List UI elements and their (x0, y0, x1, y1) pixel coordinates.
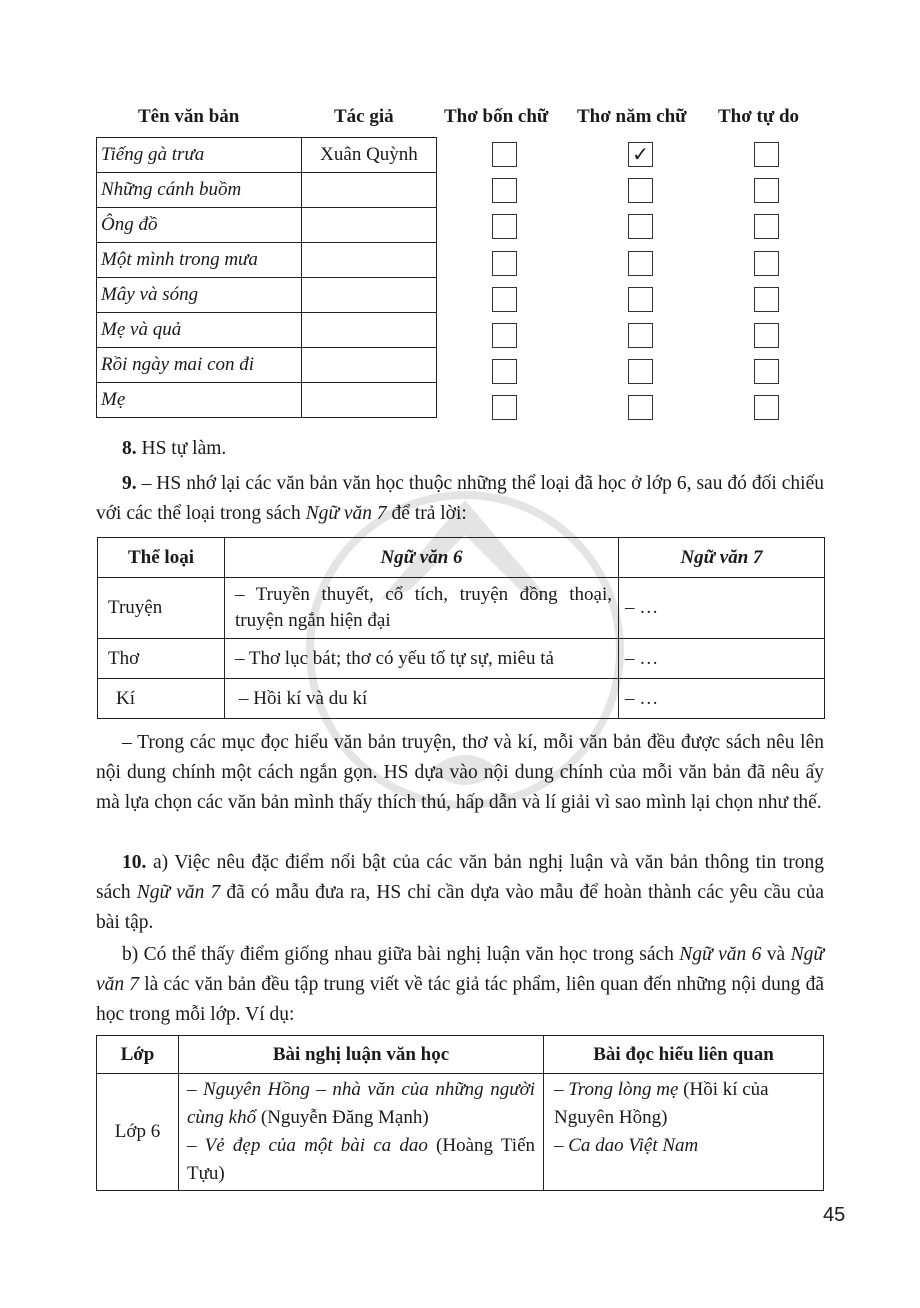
item-text: và (761, 944, 791, 965)
item-text: HS tự làm. (141, 438, 227, 459)
poem-form-checkbox[interactable] (754, 142, 779, 167)
item-10a-paragraph (96, 848, 824, 938)
table-row (97, 313, 437, 348)
header-grade: Lớp (97, 1036, 179, 1074)
poem-form-checkbox[interactable] (492, 214, 517, 239)
poem-author (302, 173, 437, 208)
poem-form-checkbox[interactable] (628, 287, 653, 312)
nv7-cell: – … (619, 578, 825, 639)
poem-form-checkbox[interactable]: ✓ (628, 142, 653, 167)
book-title: Ngữ văn 7 (136, 882, 221, 903)
nv7-cell: – … (619, 679, 825, 719)
poem-form-checkbox[interactable] (492, 178, 517, 203)
genre-cell: Truyện (98, 578, 225, 639)
reading-title: – Ca dao Việt Nam (554, 1135, 699, 1156)
poem-title: Một mình trong mưa (97, 243, 302, 278)
item-number: 10. (122, 852, 147, 873)
poem-form-checkbox[interactable] (492, 251, 517, 276)
grade-cell: Lớp 6 (97, 1074, 179, 1191)
poem-form-checkbox[interactable] (628, 323, 653, 348)
header-reading: Bài đọc hiểu liên quan (544, 1036, 824, 1074)
poem-author: Xuân Quỳnh (302, 138, 437, 173)
item-number: 8. (122, 438, 137, 459)
essay-author: (Hoàng Tiến Tựu) (187, 1135, 535, 1184)
item-9-explanation: – Trong các mục đọc hiểu văn bản truyện, thơ và kí, mỗi văn bản đều được sách nêu lên nội dung chính một cách ngắn gọn. HS dựa vào nội dung chính của mỗi văn bản đã nêu ấy mà lựa chọn các văn bản mình thấy thích thú, hấp dẫn và lí giải vì sao mình lại chọn như thế. (96, 732, 824, 813)
poem-form-checkbox[interactable] (492, 323, 517, 348)
lesson-table (96, 1035, 824, 1191)
col-header-five-word: Thơ năm chữ (577, 106, 687, 127)
poem-table (96, 137, 437, 418)
poem-author (302, 278, 437, 313)
poem-form-checkbox[interactable] (754, 359, 779, 384)
table-row (97, 173, 437, 208)
table-row (97, 383, 437, 418)
table-header-row (98, 538, 825, 578)
item-text: để trả lời: (386, 503, 467, 524)
poem-form-checkbox[interactable] (628, 178, 653, 203)
header-nv6: Ngữ văn 6 (225, 538, 619, 578)
poem-form-checkbox[interactable] (628, 251, 653, 276)
col-header-author: Tác giả (334, 106, 394, 127)
poem-title: Mây và sóng (97, 278, 302, 313)
table-row (97, 138, 437, 173)
poem-title: Những cánh buồm (97, 173, 302, 208)
item-text: – HS nhớ lại các văn bản văn học thuộc những thể loại đã học ở lớp 6, sau đó đối chiếu với các thể loại trong sách (96, 473, 824, 524)
item-text: a) Việc nêu đặc điểm nổi bật của các văn bản nghị luận và văn bản thông tin trong sách (96, 852, 824, 903)
item-text: là các văn bản đều tập trung viết về tác giả tác phẩm, liên quan đến những nội dung đã học trong mỗi lớp. Ví dụ: (96, 974, 824, 1025)
poem-form-checkbox[interactable] (754, 178, 779, 203)
table-row (98, 639, 825, 679)
header-nv7: Ngữ văn 7 (619, 538, 825, 578)
poem-form-checkbox[interactable] (492, 359, 517, 384)
nv6-cell: – Truyền thuyết, cổ tích, truyện đồng thoại, truyện ngắn hiện đại (225, 578, 619, 639)
poem-title: Mẹ (97, 383, 302, 418)
poem-author (302, 348, 437, 383)
genre-table (97, 537, 825, 719)
essay-author: (Nguyễn Đăng Mạnh) (256, 1107, 429, 1128)
nv7-cell: – … (619, 639, 825, 679)
table-row (97, 278, 437, 313)
item-text: b) Có thể thấy điểm giống nhau giữa bài nghị luận văn học trong sách (122, 944, 680, 965)
poem-form-checkbox[interactable] (628, 395, 653, 420)
poem-title: Rồi ngày mai con đi (97, 348, 302, 383)
page-number: 45 (823, 1204, 846, 1226)
book-title: Ngữ văn 7 (96, 944, 825, 995)
col-header-four-word: Thơ bốn chữ (444, 106, 549, 127)
poem-form-checkbox[interactable] (754, 251, 779, 276)
poem-title: Tiếng gà trưa (97, 138, 302, 173)
poem-form-checkbox[interactable] (492, 287, 517, 312)
genre-cell: Kí (98, 679, 225, 719)
header-essay: Bài nghị luận văn học (179, 1036, 544, 1074)
essay-title: – Nguyên Hồng – nhà văn của những người cùng khổ (187, 1079, 535, 1128)
poem-author (302, 313, 437, 348)
reading-cell (544, 1074, 824, 1191)
poem-form-checkbox[interactable] (492, 395, 517, 420)
col-header-title: Tên văn bản (138, 106, 240, 127)
poem-form-checkbox[interactable] (754, 214, 779, 239)
poem-form-checkbox[interactable] (754, 323, 779, 348)
table-row (97, 243, 437, 278)
book-title: Ngữ văn 7 (305, 503, 387, 524)
essay-title: – Vẻ đẹp của một bài ca dao (187, 1135, 428, 1156)
poem-author (302, 208, 437, 243)
col-header-free-verse: Thơ tự do (718, 106, 800, 127)
table-row (97, 208, 437, 243)
item-9-paragraph (96, 469, 824, 529)
poem-form-checkbox[interactable] (754, 395, 779, 420)
item-text: đã có mẫu đưa ra, HS chỉ cần dựa vào mẫu để hoàn thành các yêu cầu của bài tập. (96, 882, 825, 933)
poem-form-checkbox[interactable] (754, 287, 779, 312)
poem-author (302, 383, 437, 418)
table-row (98, 578, 825, 639)
item-10b-paragraph (96, 940, 824, 1030)
poem-title: Mẹ và quả (97, 313, 302, 348)
table-row (97, 348, 437, 383)
item-number: 9. (122, 473, 137, 494)
poem-title: Ông đồ (97, 208, 302, 243)
table-row (97, 1074, 824, 1191)
reading-title: – Trong lòng mẹ (554, 1079, 679, 1100)
table-header-row (97, 1036, 824, 1074)
reading-note: (Hồi kí của Nguyên Hồng) (554, 1079, 769, 1128)
genre-cell: Thơ (98, 639, 225, 679)
nv6-cell: – Hồi kí và du kí (225, 679, 619, 719)
table-row (98, 679, 825, 719)
item-8 (122, 438, 226, 460)
nv6-cell: – Thơ lục bát; thơ có yếu tố tự sự, miêu tả (225, 639, 619, 679)
poem-form-checkbox[interactable] (492, 142, 517, 167)
book-title: Ngữ văn 6 (679, 944, 762, 965)
header-genre: Thể loại (98, 538, 225, 578)
poem-author (302, 243, 437, 278)
poem-form-checkbox[interactable] (628, 214, 653, 239)
essay-cell (179, 1074, 544, 1191)
poem-form-checkbox[interactable] (628, 359, 653, 384)
